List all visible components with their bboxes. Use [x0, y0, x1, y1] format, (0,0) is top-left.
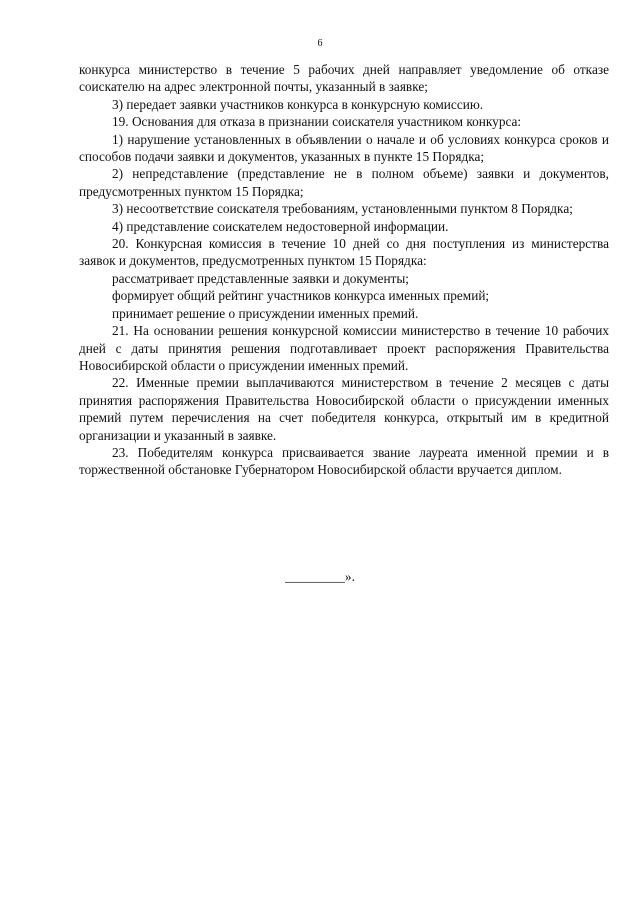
- paragraph: 1) нарушение установленных в объявлении о начале и об условиях конкурса сроков и способов подачи заявки и документов, указанных в пункте 15 Порядка;: [79, 131, 609, 165]
- paragraph: 4) представление соискателем недостоверной информации.: [112, 218, 449, 234]
- paragraph: 20. Конкурсная комиссия в течение 10 дней со дня поступления из министерства заявок и документов, предусмотренных пунктом 15 Порядка:: [79, 236, 609, 269]
- paragraph: 3) передает заявки участников конкурса в конкурсную комиссию.: [112, 96, 484, 112]
- paragraph: 22. Именные премии выплачиваются министерством в течение 2 месяцев с даты принятия распоряжения Правительства Новосибирской области о присуждении именных премий путем перечисления на счет победителя конкурса, открытый им в кредитной организации и указанный в заявке.: [79, 375, 609, 443]
- paragraph: 21. На основании решения конкурсной комиссии министерство в течение 10 рабочих дней с даты принятия решения подготавливает проект распоряжения Правительства Новосибирской области о присуждении именных премий.: [79, 323, 609, 373]
- paragraph: формирует общий рейтинг участников конкурса именных премий;: [112, 288, 490, 304]
- paragraph: рассматривает представленные заявки и документы;: [112, 270, 409, 286]
- paragraph: 19. Основания для отказа в признании соискателя участником конкурса:: [112, 114, 522, 130]
- paragraph: 2) непредставление (представление не в полном объеме) заявки и документов, предусмотренных пунктом 15 Порядка;: [79, 166, 609, 199]
- closing-mark: _________».: [285, 569, 355, 584]
- document-body: [79, 61, 609, 479]
- paragraph: конкурса министерство в течение 5 рабочих дней направляет уведомление об отказе соискателю на адрес электронной почты, указанный в заявке;: [79, 62, 609, 95]
- paragraph: 23. Победителям конкурса присваивается звание лауреата именной премии и в торжественной обстановке Губернатором Новосибирской области вручается диплом.: [79, 444, 609, 478]
- paragraph: принимает решение о присуждении именных премий.: [112, 305, 419, 321]
- page-number: 6: [317, 38, 323, 49]
- paragraph: 3) несоответствие соискателя требованиям, установленными пунктом 8 Порядка;: [112, 201, 573, 217]
